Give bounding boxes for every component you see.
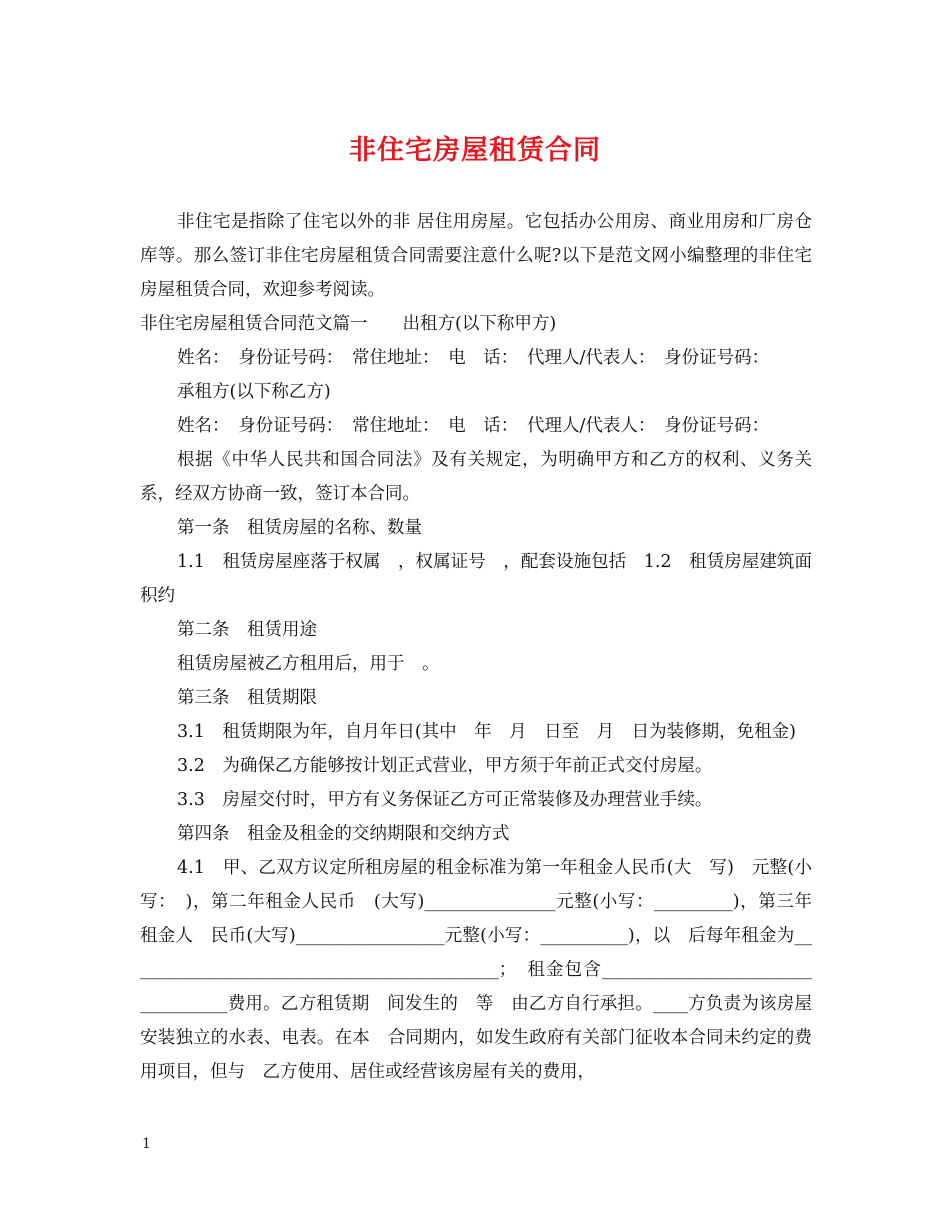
article-1-clause: 1.1 租赁房屋座落于权属 ，权属证号 ，配套设施包括 1.2 租赁房屋建筑面积约 <box>140 552 812 606</box>
basis-paragraph: 根据《中华人民共和国合同法》及有关规定，为明确甲方和乙方的权利、义务关系，经双方协商一致，签订本合同。 <box>140 450 812 504</box>
article-3-clause-1: 3.1 租赁期限为年，自月年日(其中 年 月 日至 月 日为装修期，免租金) <box>177 722 796 742</box>
article-3-clause-2: 3.2 为确保乙方能够按计划正式营业，甲方须于年前正式交付房屋。 <box>177 756 713 776</box>
lessee-fields: 姓名： 身份证号码： 常住地址： 电 话： 代理人/代表人： 身份证号码： <box>177 416 770 436</box>
article-2-clause: 租赁房屋被乙方租用后，用于 。 <box>177 654 440 674</box>
article-2-heading: 第二条 租赁用途 <box>177 620 317 640</box>
lessor-fields: 姓名： 身份证号码： 常住地址： 电 话： 代理人/代表人： 身份证号码： <box>177 348 770 368</box>
article-4-heading: 第四条 租金及租金的交纳期限和交纳方式 <box>177 824 510 844</box>
article-4-clause-1: 4.1 甲、乙双方议定所租房屋的租金标准为第一年租金人民币(大 写) 元整(小写： )，第二年租金人民币 (大写)_______________元整(小写：_________)，第三年租金人 民币(大写)_________________元整(小写：__________)，以 后每年租金为___________________________________________； 租金包含__________________________________费用。乙方租赁期 间发生的 等 由乙方自行承担。____方负责为该房屋安装独立的水表、电表。在本 合同期内，如发生政府有关部门征收本合同未约定的费用项目，但与 乙方使用、居住或经营该房屋有关的费用， <box>140 858 812 1082</box>
lessee-heading: 承租方(以下称乙方) <box>177 382 331 402</box>
sample-heading-lessor: 非住宅房屋租赁合同范文篇一 出租方(以下称甲方) <box>140 314 557 334</box>
page-number: 1 <box>142 1136 151 1152</box>
intro-paragraph: 非住宅是指除了住宅以外的非 居住用房屋。它包括办公用房、商业用房和厂房仓库等。那么签订非住宅房屋租赁合同需要注意什么呢?以下是范文网小编整理的非住宅房屋租赁合同，欢迎参考阅读。 <box>140 212 812 300</box>
document-title: 非住宅房屋租赁合同 <box>349 135 601 166</box>
article-3-clause-3: 3.3 房屋交付时，甲方有义务保证乙方可正常装修及办理营业手续。 <box>177 790 713 810</box>
document-body <box>140 205 812 1089</box>
article-3-heading: 第三条 租赁期限 <box>177 688 317 708</box>
article-1-heading: 第一条 租赁房屋的名称、数量 <box>177 518 422 538</box>
